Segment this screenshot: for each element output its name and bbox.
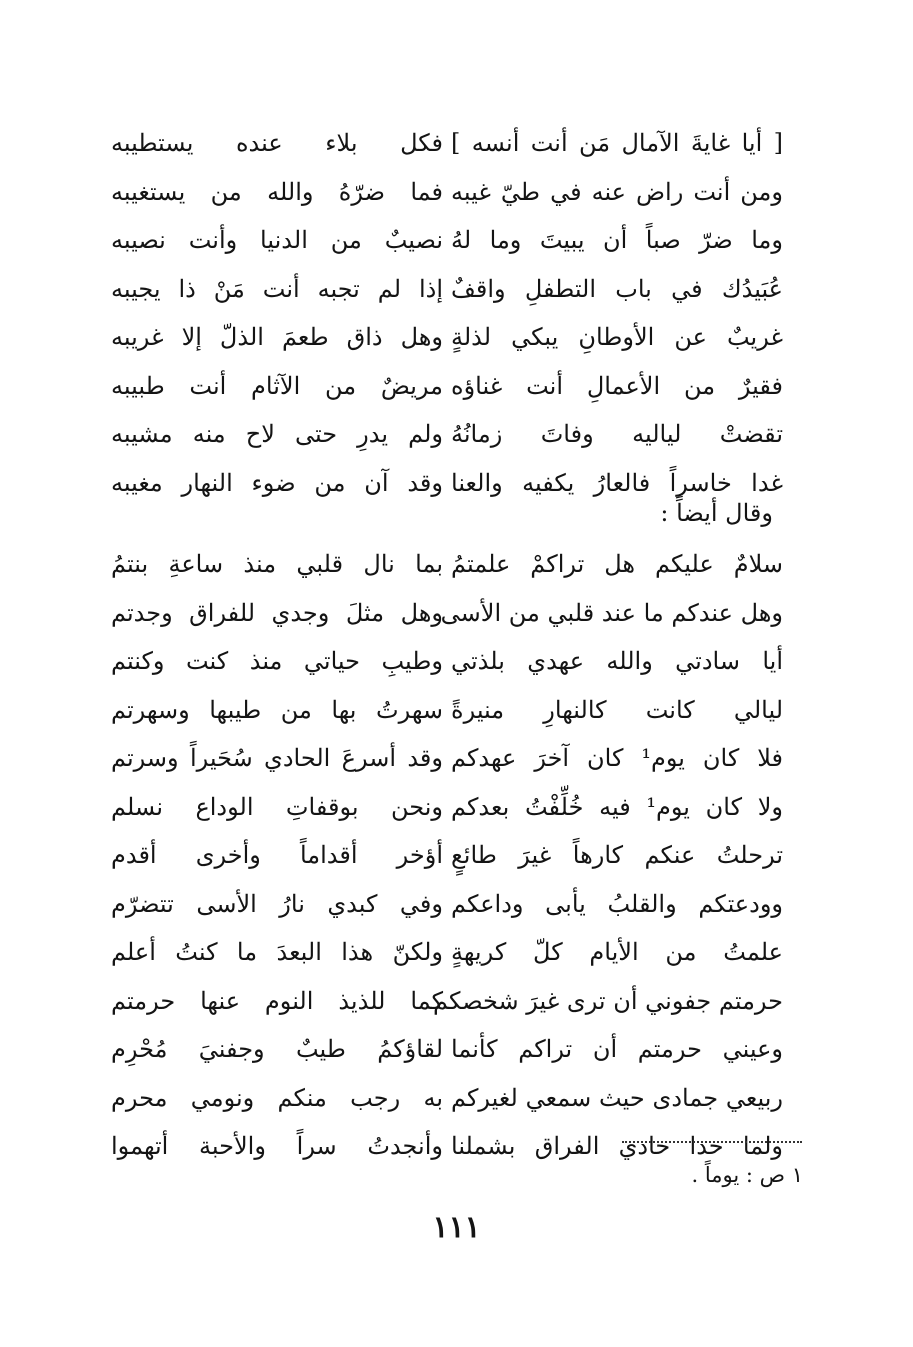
verse-second-hemistich: فما ضرّهُ والله من يستغيبه bbox=[111, 177, 443, 206]
verse-second-hemistich: وفي كبدي نارُ الأسى تتضرّم bbox=[111, 889, 443, 918]
verse-second-hemistich: سهرتُ بها من طيبها وسهرتم bbox=[111, 695, 443, 724]
verse-first-hemistich: ومن أنت راض عنه في طيّ غيبه bbox=[451, 177, 783, 206]
verse-first-hemistich: ترحلتُ عنكم كارهاً غيرَ طائعٍ bbox=[451, 841, 783, 869]
verse-first-hemistich: تقضتْ لياليه وفاتَ زمانُهُ bbox=[451, 420, 783, 448]
verse-second-hemistich: إذا لم تجبه أنت مَنْ ذا يجيبه bbox=[111, 274, 443, 303]
verse-second-hemistich: فكل بلاء عنده يستطيبه bbox=[111, 129, 443, 157]
verse-first-hemistich: [ أيا غايةَ الآمال مَن أنت أنسه ] bbox=[451, 129, 783, 157]
verse-first-hemistich: وودعتكم والقلبُ يأبى وداعكم bbox=[451, 889, 783, 918]
verse-first-hemistich: وما ضرّ صباً أن يبيتَ وما لهُ bbox=[451, 226, 783, 254]
footnote: ١ ص : يوماً . bbox=[691, 1163, 803, 1187]
verse-second-hemistich: نصيبٌ من الدنيا وأنت نصيبه bbox=[111, 226, 443, 254]
footnote-divider bbox=[622, 1141, 802, 1143]
verse-second-hemistich: ولكنّ هذا البعدَ ما كنتُ أعلم bbox=[111, 938, 443, 966]
verse-first-hemistich: غريبٌ عن الأوطانِ يبكي لذلةٍ bbox=[451, 323, 783, 351]
verse-second-hemistich: وقد آن من ضوء النهار مغيبه bbox=[111, 468, 443, 497]
verse-second-hemistich: ونحن بوقفاتِ الوداع نسلم bbox=[111, 792, 443, 821]
verse-first-hemistich: ولا كان يوم¹ فيه خُلِّفْتُ بعدكم bbox=[451, 792, 783, 821]
verse-second-hemistich: وطيبِ حياتي منذ كنت وكنتم bbox=[111, 647, 443, 675]
verse-second-hemistich: مريضٌ من الآثام أنت طبيبه bbox=[111, 371, 443, 400]
verse-second-hemistich: وأنجدتُ سراً والأحبة أتهموا bbox=[111, 1132, 443, 1160]
verse-second-hemistich: أؤخر أقداماً وأخرى أقدم bbox=[111, 841, 443, 869]
verse-first-hemistich: حرمتم جفوني أن ترى غيرَ شخصكم bbox=[432, 986, 783, 1015]
verse-second-hemistich: لقاؤكمُ طيبٌ وجفنيَ مُحْرِم bbox=[111, 1035, 443, 1063]
verse-first-hemistich: علمتُ من الأيام كلّ كريهةٍ bbox=[451, 938, 783, 966]
verse-first-hemistich: غدا خاسراً فالعارُ يكفيه والعنا bbox=[451, 468, 783, 497]
verse-second-hemistich: وقد أسرعَ الحادي سُحَيراً وسرتم bbox=[111, 744, 443, 772]
verse-first-hemistich: وهل عندكم ما عند قلبي من الأسى bbox=[440, 598, 783, 627]
verse-first-hemistich: أيا سادتي والله عهدي بلذتي bbox=[451, 647, 783, 675]
verse-first-hemistich: عُبَيدُك في باب التطفلِ واقفٌ bbox=[451, 274, 783, 303]
verse-second-hemistich: وهل مثلَ وجدي للفراق وجدتم bbox=[111, 598, 443, 627]
verse-second-hemistich: به رجب منكم ونومي محرم bbox=[111, 1083, 443, 1112]
verse-second-hemistich: كما للذيذ النوم عنها حرمتم bbox=[111, 986, 443, 1015]
verse-first-hemistich: فقيرٌ من الأعمالِ أنت غناؤه bbox=[451, 371, 783, 400]
page-number: ١١١ bbox=[432, 1210, 481, 1245]
verse-second-hemistich: وهل ذاق طعمَ الذلّ إلا غريبه bbox=[111, 323, 443, 351]
verse-first-hemistich: وعيني حرمتم أن تراكم كأنما bbox=[451, 1035, 783, 1063]
verse-first-hemistich: فلا كان يوم¹ كان آخرَ عهدكم bbox=[451, 744, 783, 772]
verse-first-hemistich: ولما حدا حادي الفراق بشملنا bbox=[451, 1132, 783, 1160]
verse-second-hemistich: بما نال قلبي منذ ساعةِ بنتمُ bbox=[111, 550, 443, 578]
verse-first-hemistich: سلامٌ عليكم هل تراكمْ علمتمُ bbox=[451, 550, 783, 578]
verse-first-hemistich: ربيعي جمادى حيث سمعي لغيركم bbox=[451, 1083, 783, 1112]
verse-first-hemistich: ليالي كانت كالنهارِ منيرةً bbox=[451, 695, 783, 724]
verse-second-hemistich: ولم يدرِ حتى لاح منه مشيبه bbox=[111, 420, 443, 448]
poem-heading: وقال أيضاً : bbox=[660, 499, 773, 527]
